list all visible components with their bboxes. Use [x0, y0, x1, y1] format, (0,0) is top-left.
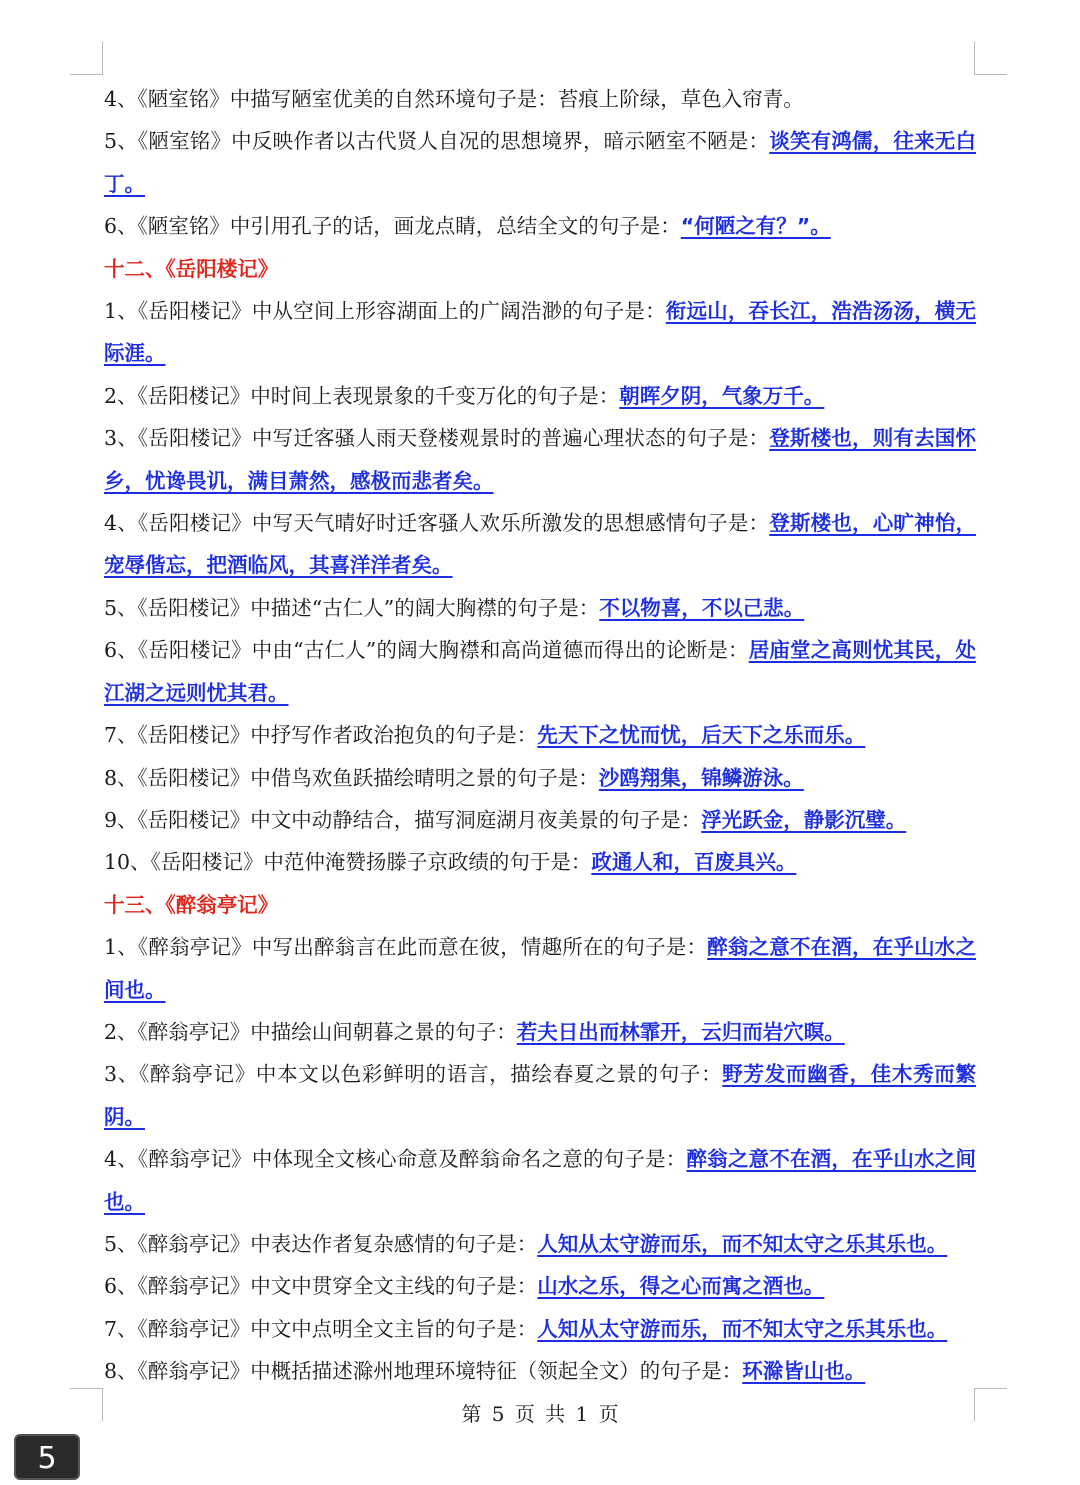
question-text: 4、《醉翁亭记》中体现全文核心命意及醉翁命名之意的句子是： — [104, 1147, 687, 1172]
answer-text: 山水之乐，得之心而寓之酒也。 — [537, 1274, 825, 1299]
question-text: 8、《岳阳楼记》中借鸟欢鱼跃描绘晴明之景的句子是： — [104, 765, 599, 790]
crop-mark-top-left — [70, 42, 103, 75]
question-text: 6、《醉翁亭记》中文中贯穿全文主线的句子是： — [104, 1274, 538, 1299]
list-item — [104, 1350, 976, 1392]
answer-text: 醉翁之意不在酒，在乎山水之间也。 — [104, 1147, 977, 1214]
list-item — [104, 1053, 976, 1138]
answer-text: 沙鸥翔集，锦鳞游泳。 — [598, 765, 804, 790]
answer-text: 醉翁之意不在酒，在乎山水之间也。 — [104, 935, 976, 1002]
list-item — [104, 1138, 976, 1223]
list-item — [104, 417, 976, 502]
answer-text: 不以物喜，不以己悲。 — [599, 595, 805, 620]
list-item — [104, 1265, 976, 1307]
question-text: 2、《醉翁亭记》中描绘山间朝暮之景的句子： — [104, 1019, 517, 1044]
answer-text: 若夫日出而林霏开，云归而岩穴暝。 — [516, 1019, 845, 1044]
list-item — [104, 1308, 976, 1350]
answer-text: 环滁皆山也。 — [742, 1359, 866, 1384]
question-text: 10、《岳阳楼记》中范仲淹赞扬滕子京政绩的句于是： — [104, 850, 592, 875]
list-item — [104, 799, 976, 841]
list-item — [104, 120, 976, 205]
answer-text: 朝晖夕阴，气象万千。 — [619, 383, 825, 408]
question-text: 7、《岳阳楼记》中抒写作者政治抱负的句子是： — [104, 723, 538, 748]
answer-text: 人知从太守游而乐，而不知太守之乐其乐也。 — [537, 1231, 948, 1256]
answer-text: 野芳发而幽香，佳木秀而繁阴。 — [104, 1062, 976, 1129]
list-item — [104, 926, 976, 1011]
answer-text: 登斯楼也，则有去国怀乡，忧谗畏讥，满目萧然，感极而悲者矣。 — [104, 426, 977, 493]
page-footer: 第 5 页 共 1 页 — [461, 1402, 619, 1426]
question-text: 4、《陋室铭》中描写陋室优美的自然环境句子是：苔痕上阶绿，草色入帘青。 — [104, 87, 804, 111]
list-item — [104, 502, 976, 587]
question-text: 8、《醉翁亭记》中概括描述滁州地理环境特征（领起全文）的句子是： — [104, 1359, 743, 1384]
answer-text: 居庙堂之高则忧其民，处江湖之远则忧其君。 — [104, 638, 976, 705]
question-text: 1、《醉翁亭记》中写出醉翁言在此而意在彼，情趣所在的句子是： — [104, 935, 708, 960]
question-text: 5、《岳阳楼记》中描述“古仁人”的阔大胸襟的句子是： — [104, 595, 600, 620]
list-item — [104, 375, 976, 417]
list-item — [104, 205, 976, 247]
answer-text: 衔远山，吞长江，浩浩汤汤，横无际涯。 — [104, 299, 976, 366]
page-number-badge: 5 — [14, 1434, 80, 1480]
question-text: 5、《醉翁亭记》中表达作者复杂感情的句子是： — [104, 1231, 538, 1256]
question-text: 5、《陋室铭》中反映作者以古代贤人自况的思想境界，暗示陋室不陋是： — [104, 129, 770, 154]
list-item — [104, 714, 976, 756]
answer-text: 先天下之忧而忧，后天下之乐而乐。 — [537, 723, 866, 748]
list-item — [104, 78, 976, 120]
question-text: 4、《岳阳楼记》中写天气晴好时迁客骚人欢乐所激发的思想感情句子是： — [104, 511, 770, 536]
section-heading: 十三、《醉翁亭记》 — [104, 892, 279, 917]
question-text: 1、《岳阳楼记》中从空间上形容湖面上的广阔浩渺的句子是： — [104, 299, 666, 324]
question-text: 3、《岳阳楼记》中写迁客骚人雨天登楼观景时的普遍心理状态的句子是： — [104, 426, 770, 451]
crop-mark-top-right — [974, 42, 1007, 75]
answer-text: 政通人和，百废具兴。 — [591, 850, 797, 875]
list-item — [104, 290, 976, 375]
answer-text: 登斯楼也，心旷神怡，宠辱偕忘，把酒临风，其喜洋洋者矣。 — [104, 511, 977, 578]
list-item — [104, 629, 976, 714]
question-text: 7、《醉翁亭记》中文中点明全文主旨的句子是： — [104, 1316, 538, 1341]
answer-text: 浮光跃金，静影沉璧。 — [701, 807, 907, 832]
document-body — [104, 78, 976, 1393]
question-text: 3、《醉翁亭记》中本文以色彩鲜明的语言，描绘春夏之景的句子： — [104, 1062, 723, 1087]
answer-text: 谈笑有鸿儒，往来无白丁。 — [104, 129, 977, 196]
question-text: 9、《岳阳楼记》中文中动静结合，描写洞庭湖月夜美景的句子是： — [104, 807, 702, 832]
section-heading: 十二、《岳阳楼记》 — [104, 256, 279, 281]
list-item — [104, 1011, 976, 1053]
question-text: 6、《陋室铭》中引用孔子的话，画龙点睛，总结全文的句子是： — [104, 214, 681, 239]
list-item — [104, 587, 976, 629]
question-text: 2、《岳阳楼记》中时间上表现景象的千变万化的句子是： — [104, 383, 620, 408]
answer-text: “何陋之有？”。 — [680, 214, 831, 239]
list-item — [104, 841, 976, 883]
list-item — [104, 1223, 976, 1265]
question-text: 6、《岳阳楼记》中由“古仁人”的阔大胸襟和高尚道德而得出的论断是： — [104, 638, 749, 663]
answer-text: 人知从太守游而乐，而不知太守之乐其乐也。 — [537, 1316, 948, 1341]
list-item — [104, 757, 976, 799]
